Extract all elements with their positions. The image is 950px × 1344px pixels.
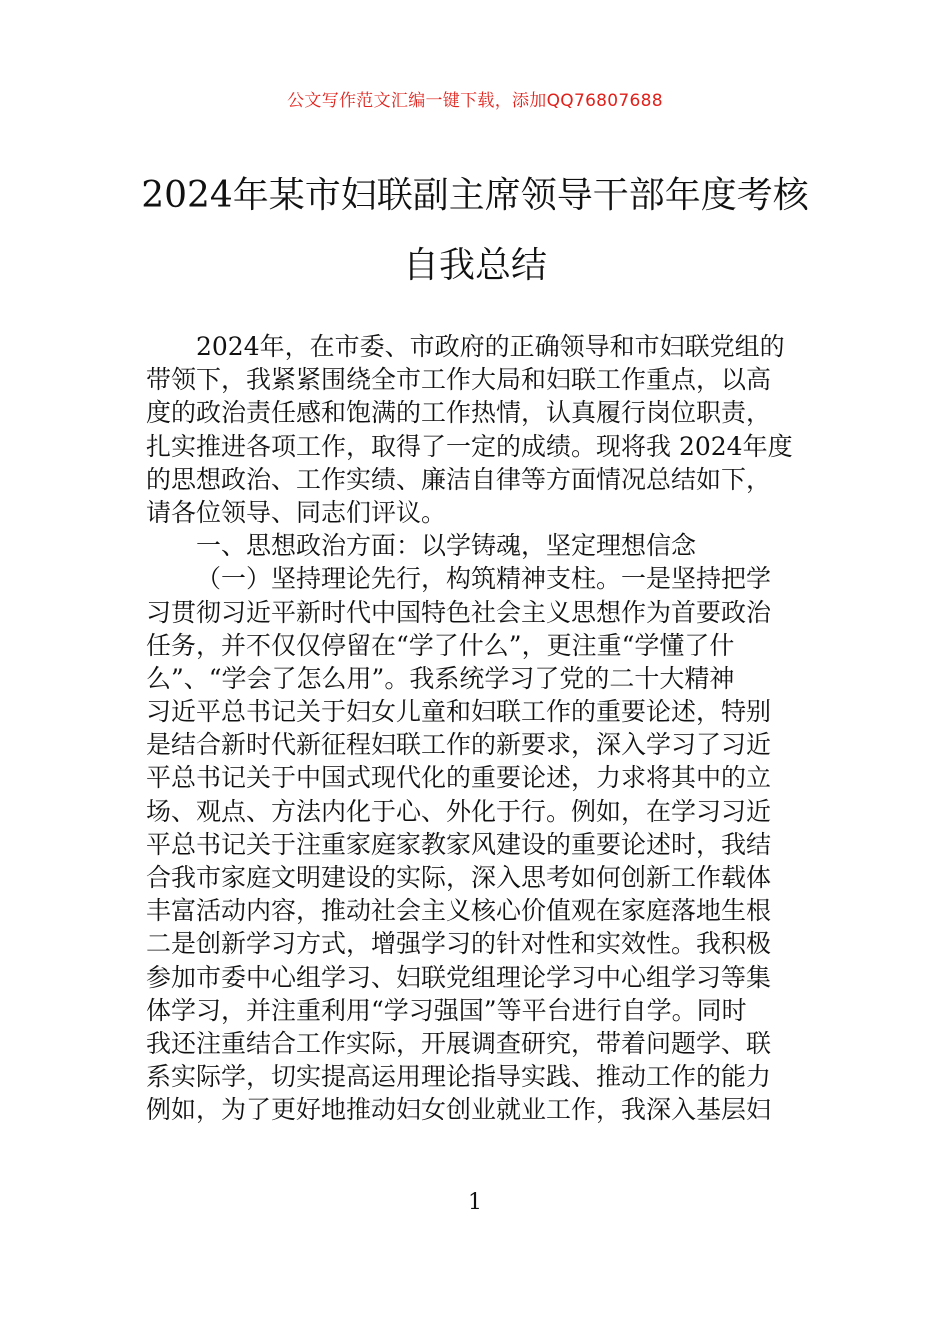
body-line: 度的政治责任感和饱满的工作热情，认真履行岗位职责， — [146, 398, 772, 428]
body-line: 参加市委中心组学习、妇联党组理论学习中心组学习等集 — [146, 962, 772, 992]
body-line: 带领下，我紧紧围绕全市工作大局和妇联工作重点，以高 — [146, 365, 772, 395]
document-title-line-1: 2024年某市妇联副主席领导干部年度考核 — [141, 175, 809, 216]
body-line: 丰富活动内容，推动社会主义核心价值观在家庭落地生根 — [146, 896, 772, 926]
download-notice: 公文写作范文汇编一键下载，添加QQ76807688 — [287, 91, 663, 111]
body-line: 场、观点、方法内化于心、外化于行。例如，在学习习近 — [146, 796, 772, 826]
body-line: 平总书记关于注重家庭家教家风建设的重要论述时，我结 — [146, 829, 772, 859]
body-line: 扎实推进各项工作，取得了一定的成绩。现将我 2024年度 — [146, 431, 793, 461]
body-line: （一）坚持理论先行，构筑精神支柱。一是坚持把学 — [196, 564, 772, 594]
body-line: 例如，为了更好地推动妇女创业就业工作，我深入基层妇 — [146, 1095, 772, 1125]
body-line: 习近平总书记关于妇女儿童和妇联工作的重要论述，特别 — [146, 697, 772, 727]
body-line: 合我市家庭文明建设的实际，深入思考如何创新工作载体 — [146, 863, 772, 892]
body-line: 的思想政治、工作实绩、廉洁自律等方面情况总结如下， — [146, 464, 772, 494]
section-heading: 一、思想政治方面：以学铸魂，坚定理想信念 — [196, 531, 697, 561]
document-body — [146, 330, 808, 1127]
body-line: 体学习，并注重利用“学习强国”等平台进行自学。同时 — [146, 995, 747, 1025]
page-number: 1 — [468, 1190, 482, 1215]
body-line: 是结合新时代新征程妇联工作的新要求，深入学习了习近 — [146, 730, 772, 760]
body-line: 么”、“学会了怎么用”。我系统学习了党的二十大精神 — [146, 663, 735, 693]
body-line: 我还注重结合工作实际，开展调查研究，带着问题学、联 — [146, 1028, 772, 1058]
body-line: 平总书记关于中国式现代化的重要论述，力求将其中的立 — [146, 763, 772, 793]
body-line: 二是创新学习方式，增强学习的针对性和实效性。我积极 — [146, 929, 772, 959]
body-line: 任务，并不仅仅停留在“学了什么”，更注重“学懂了什 — [146, 630, 735, 660]
document-title-line-2: 自我总结 — [402, 245, 547, 286]
body-line: 请各位领导、同志们评议。 — [146, 497, 447, 527]
body-line: 习贯彻习近平新时代中国特色社会主义思想作为首要政治 — [146, 597, 772, 627]
body-line: 系实际学，切实提高运用理论指导实践、推动工作的能力 — [146, 1062, 772, 1092]
body-line: 2024年，在市委、市政府的正确领导和市妇联党组的 — [196, 332, 785, 361]
